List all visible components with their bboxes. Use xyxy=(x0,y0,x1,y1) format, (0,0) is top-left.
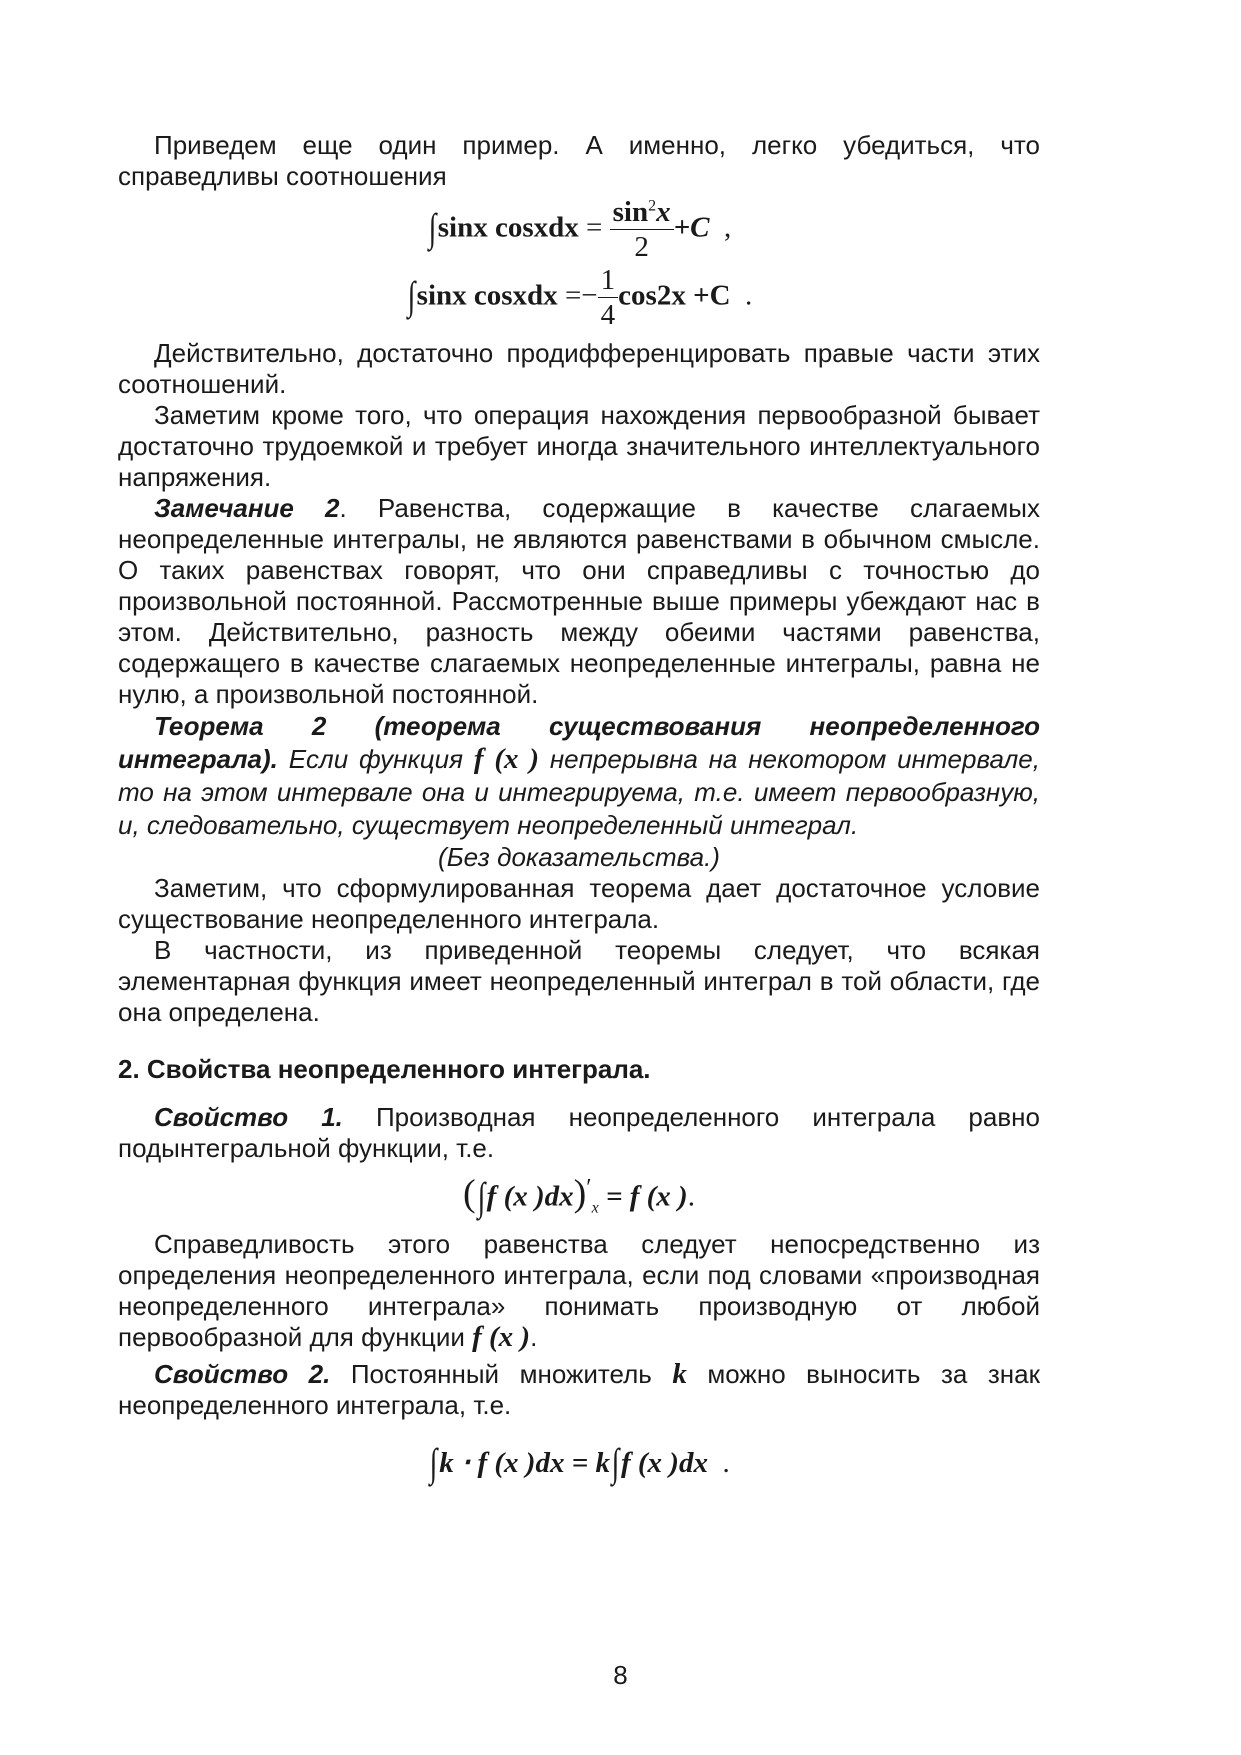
integral-sign: ∫ xyxy=(429,1440,438,1486)
paragraph-property-1 xyxy=(118,1102,1040,1164)
rhs-integrand: f (x )dx xyxy=(620,1447,708,1480)
remark-label: Замечание 2 xyxy=(154,493,340,523)
denominator: 2 xyxy=(634,231,649,263)
integral-sign: ∫ xyxy=(477,1173,486,1219)
equals: = xyxy=(586,211,603,244)
math-k: k xyxy=(672,1358,687,1391)
numerator-var: x xyxy=(656,196,671,228)
numerator-exponent: 2 xyxy=(648,197,657,215)
paren-close: ) xyxy=(573,1172,587,1215)
section-heading: 2. Свойства неопределенного интеграла. xyxy=(118,1054,651,1084)
paragraph-intro: Приведем еще один пример. А именно, легко убедиться, что справедливы соотношения xyxy=(118,130,1040,191)
property-1-text: Производная неопределенного интеграла равно подынтегральной функции, т.е. xyxy=(118,1102,1040,1163)
paragraph-complexity: Заметим кроме того, что операция нахождения первообразной бывает достаточно трудоемкой и требует иногда значительного интеллектуального напряжения. xyxy=(118,400,1040,492)
denominator: 4 xyxy=(600,299,616,331)
paragraph-elementary-functions: В частности, из приведенной теоремы следует, что всякая элементарная функция имеет неопределенный интеграл в той области, где она определена. xyxy=(118,935,1040,1027)
inner-expression: f (x )dx xyxy=(486,1180,574,1213)
integral-sign: ∫ xyxy=(611,1440,620,1486)
formula-integral-2 xyxy=(118,266,1040,330)
theorem-label: Теорема 2 (теорема существования неопределенного интеграла). xyxy=(118,711,1040,774)
numerator: 1 xyxy=(598,266,619,298)
derivative-subscript: x xyxy=(591,1199,599,1217)
remark-text: . Равенства, содержащие в качестве слагаемых неопределенные интегралы, не являются равенствами в обычном смысле. О таких равенствах говорят, что они справедливы с точностью до произвольной постоянной. Рассмотренные выше примеры убеждают нас в этом. Действительно, разность между обеими частями равенства, содержащего в качестве слагаемых неопределенные интегралы, равна не нулю, а произвольной постоянной. xyxy=(118,493,1040,709)
integrand: sinx cosxdx xyxy=(437,211,579,244)
paragraph-sufficient-condition: Заметим, что сформулированная теорема дает достаточное условие существование неопределенного интеграла. xyxy=(118,873,1040,934)
formula-constant-factor xyxy=(118,1440,1040,1486)
equals-k: = k xyxy=(571,1447,610,1480)
theorem-text-before: Если функция xyxy=(277,744,474,774)
cos-term: cos2x +C xyxy=(618,279,731,312)
paragraph-theorem xyxy=(118,710,1040,842)
paragraph-justification xyxy=(118,1229,1040,1353)
punctuation: . xyxy=(722,1447,730,1480)
punctuation: . xyxy=(745,279,753,312)
math-fx: f (x ) xyxy=(473,743,540,775)
equals-minus: =− xyxy=(564,279,598,312)
integral-sign: ∫ xyxy=(407,272,416,318)
punctuation: , xyxy=(723,211,732,244)
property-2-label: Свойство 2. xyxy=(154,1359,331,1390)
numerator-base: sin xyxy=(612,196,649,228)
justification-end: . xyxy=(530,1322,538,1353)
property-2-text-after: можно выносить за знак неопределенного интеграла, т.е. xyxy=(118,1359,1040,1421)
page-content xyxy=(118,130,1040,1486)
property-1-label: Свойство 1. xyxy=(154,1102,343,1132)
paragraph-property-2 xyxy=(118,1359,1040,1421)
lhs-integrand: k ⋅ f (x )dx xyxy=(439,1447,565,1480)
formula-integral-1 xyxy=(118,198,1040,262)
page-number: 8 xyxy=(613,1660,628,1690)
justification-text: Справедливость этого равенства следует непосредственно из определения неопределенного интеграла, если под словами «производная неопределенного интеграла» понимать производную от любой первообразной для функции xyxy=(118,1229,1040,1353)
paragraph-differentiate: Действительно, достаточно продифференцировать правые части этих соотношений. xyxy=(118,338,1040,399)
prime: ′ xyxy=(586,1174,592,1201)
constant-term: +C xyxy=(673,211,710,244)
paren-open: ( xyxy=(463,1172,476,1215)
proof-note: (Без доказательства.) xyxy=(438,842,720,872)
rhs: = f (x ) xyxy=(605,1180,688,1213)
punctuation: . xyxy=(687,1180,695,1213)
fraction xyxy=(598,266,619,330)
math-fx: f (x ) xyxy=(472,1321,531,1354)
integral-sign: ∫ xyxy=(428,204,437,250)
theorem-text-after: непрерывна на некотором интервале, то на этом интервале она и интегрируема, т.е. имеет первообразную, и, следовательно, существует неопределенный интеграл. xyxy=(118,744,1040,840)
integrand: sinx cosxdx xyxy=(416,279,558,312)
fraction xyxy=(610,198,674,262)
paragraph-remark xyxy=(118,493,1040,710)
formula-derivative xyxy=(118,1172,1040,1223)
property-2-text-before: Постоянный множитель xyxy=(330,1359,673,1390)
